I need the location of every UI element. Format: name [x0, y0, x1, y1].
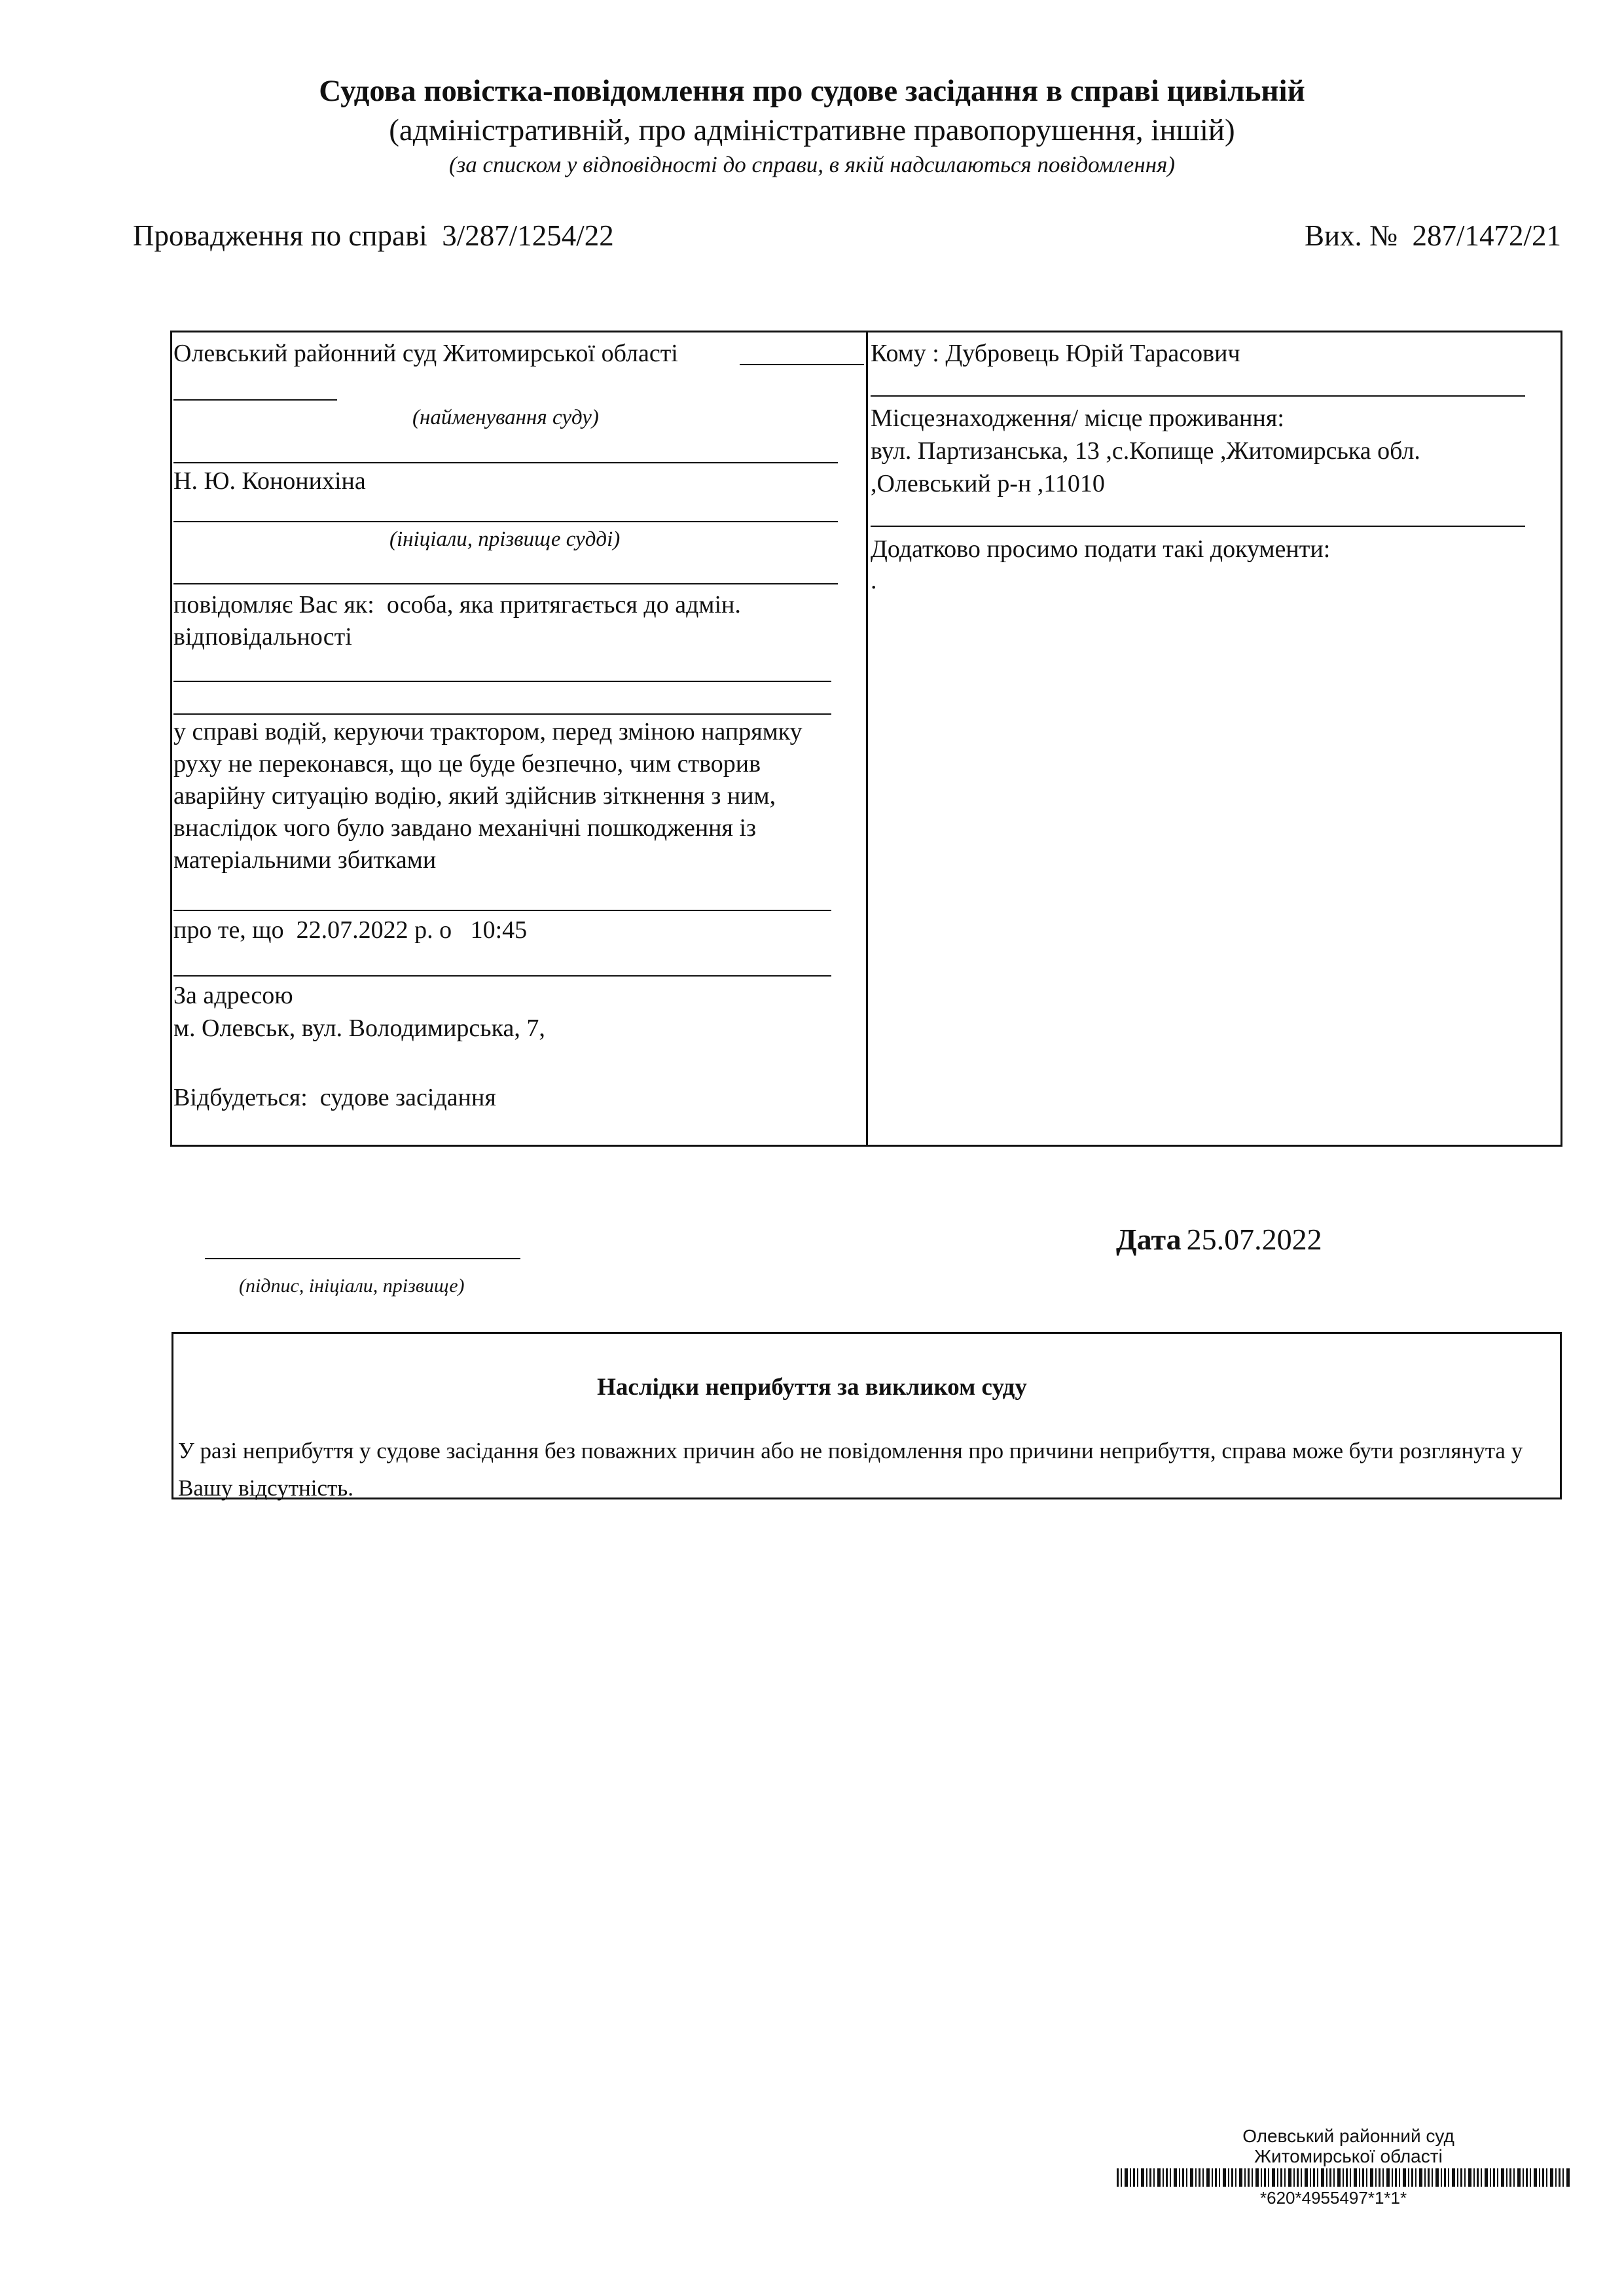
recipient-address-line2: ,Олевський р-н ,11010 — [871, 470, 1105, 497]
stamp-region-line: Житомирської області — [1254, 2146, 1443, 2166]
barcode-number: *620*4955497*1*1* — [1260, 2188, 1407, 2208]
signature-caption: (підпис, ініціали, прізвище) — [239, 1275, 465, 1297]
court-name: Олевський районний суд Житомирської області — [173, 340, 678, 367]
hearing-address: м. Олевськ, вул. Володимирська, 7, — [173, 1014, 545, 1042]
documents-value: . — [871, 567, 877, 594]
fill-line — [173, 681, 831, 682]
court-caption: (найменування суду) — [412, 406, 599, 429]
fill-line — [173, 399, 337, 401]
judge-caption: (ініціали, прізвище судді) — [389, 528, 621, 551]
column-divider — [866, 331, 868, 1147]
hearing-event — [173, 1081, 496, 1114]
document-note: (за списком у відповідності до справи, в якій надсилаються повідомлення) — [448, 152, 1175, 177]
document-date — [1116, 1222, 1322, 1257]
hearing-time: 10:45 — [470, 916, 528, 944]
barcode — [1117, 2168, 1572, 2187]
documents-label: Додатково просимо подати такі документи: — [871, 535, 1331, 563]
case-number: 3/287/1254/22 — [442, 219, 614, 252]
fill-line — [173, 462, 838, 463]
location-label: Місцезнаходження/ місце проживання: — [871, 404, 1284, 432]
signature-line — [205, 1258, 520, 1259]
event-type: судове засідання — [319, 1084, 496, 1111]
document-subtitle: (адміністративній, про адміністративне правопорушення, іншій) — [389, 113, 1235, 147]
fill-line — [173, 910, 831, 911]
notify-role: особа, яка притягається до адмін. відповідальності — [173, 591, 741, 651]
stamp-court-line: Олевський районний суд — [1242, 2126, 1454, 2146]
document-title: Судова повістка-повідомлення про судове засідання в справі цивільній — [319, 74, 1305, 108]
fill-line — [173, 975, 831, 977]
judge-name: Н. Ю. Кононихіна — [173, 467, 366, 495]
ref-number: 287/1472/21 — [1412, 219, 1561, 252]
case-prefix: у справі — [173, 718, 259, 745]
hearing-datetime — [173, 914, 527, 946]
outgoing-reference — [1305, 219, 1561, 253]
about-label: про те, що — [173, 916, 284, 944]
hearing-date: 22.07.2022 р. о — [296, 916, 452, 944]
to-label: Кому : — [871, 340, 939, 367]
recipient-line — [871, 337, 1240, 370]
event-label: Відбудеться: — [173, 1084, 308, 1111]
consequences-title: Наслідки неприбуття за викликом суду — [597, 1374, 1027, 1401]
fill-line — [871, 395, 1525, 397]
consequences-text: У разі неприбуття у судове засідання без поважних причин або не повідомлення про причини неприбуття, справа може бути розглянута у Вашу відсутність. — [178, 1438, 1523, 1501]
ref-label: Вих. № — [1304, 219, 1398, 252]
case-reference — [133, 219, 614, 253]
address-label: За адресою — [173, 982, 293, 1009]
fill-line — [173, 583, 838, 584]
fill-line — [740, 364, 864, 365]
date-value: 25.07.2022 — [1186, 1223, 1322, 1256]
fill-line — [173, 713, 831, 715]
recipient-name: Дубровець Юрій Тарасович — [945, 340, 1240, 367]
fill-line — [871, 526, 1525, 527]
recipient-address-line1: вул. Партизанська, 13 ,с.Копище ,Житомирська обл. — [871, 437, 1420, 465]
court-stamp — [1204, 2126, 1492, 2166]
fill-line — [173, 521, 838, 522]
case-description-text: водій, керуючи трактором, перед зміною напрямку руху не переконався, що це буде безпечно, чим створив аварійну ситуацію водію, який здійснив зіткнення з ним, внаслідок чого було завдано механічні пошкодження із матеріальними збитками — [173, 718, 803, 874]
date-label: Дата — [1116, 1223, 1182, 1256]
notify-label: повідомляє Вас як: — [173, 591, 374, 619]
notify-role-text — [173, 589, 835, 653]
case-description — [173, 716, 828, 876]
case-label: Провадження по справі — [133, 219, 427, 252]
